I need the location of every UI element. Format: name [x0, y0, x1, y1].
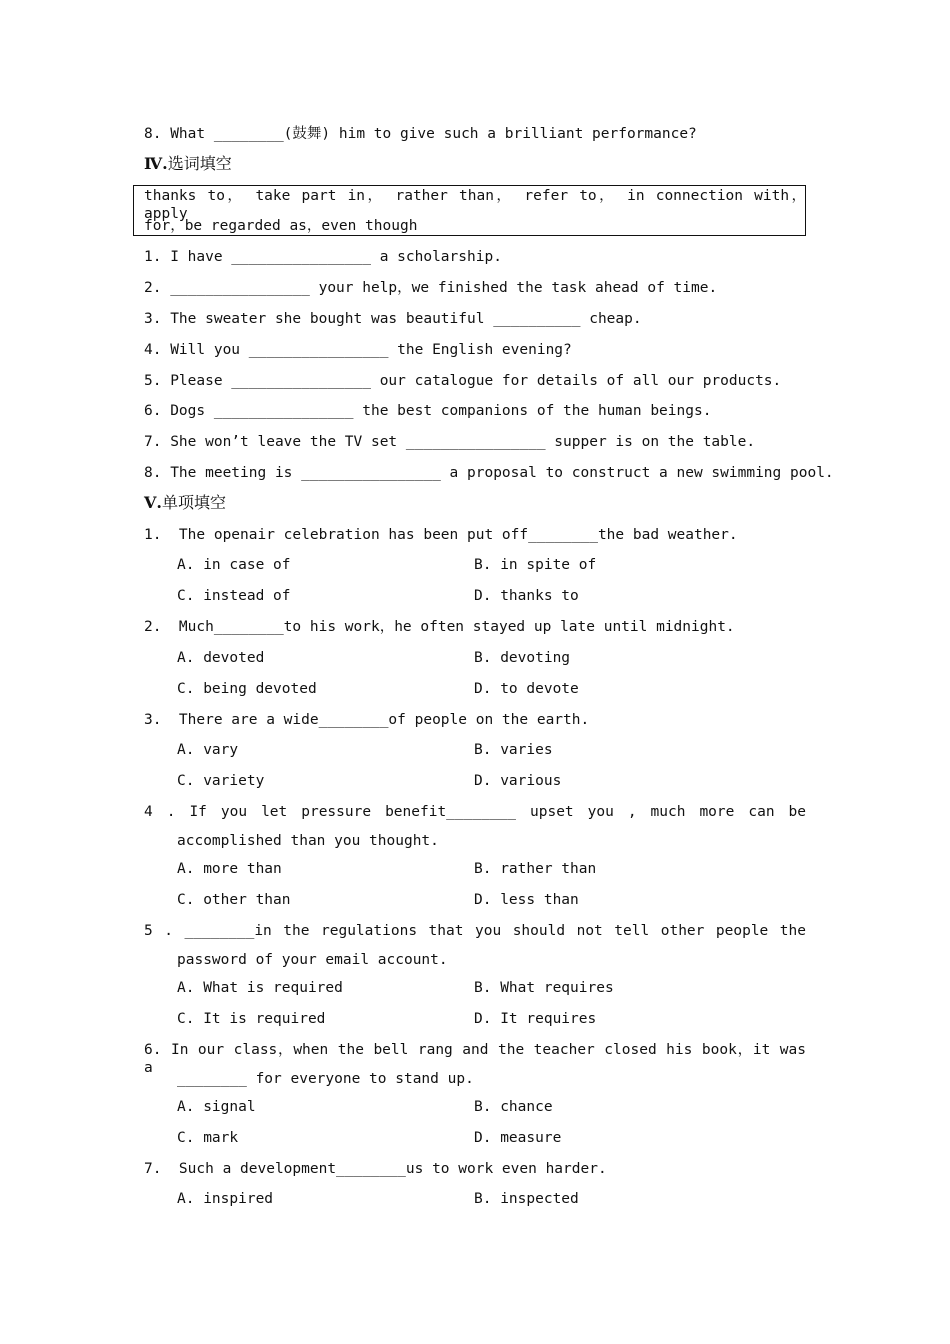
- section-5-title: 单项填空: [161, 493, 226, 512]
- part3-item8: 8. What ________(鼓舞) him to give such a brilliant performance?: [144, 126, 697, 142]
- q5-stem-line-1: 5 . ________in the regulations that you should not tell other people the: [144, 923, 806, 939]
- section-4-heading: [144, 154, 232, 174]
- section-5-roman: Ⅴ.: [144, 493, 162, 512]
- part4-item-1: 1. I have ________________ a scholarship.: [144, 249, 502, 265]
- q4-stem-line-2: accomplished than you thought.: [177, 833, 439, 849]
- section-4-title: 选词填空: [167, 154, 232, 173]
- q6-option-a: A. signal: [177, 1099, 256, 1115]
- q5-option-c: C. It is required: [177, 1011, 326, 1027]
- q2-option-b: B. devoting: [474, 650, 571, 666]
- part4-item-5: 5. Please ________________ our catalogue for details of all our products.: [144, 373, 782, 389]
- q6-option-b: B. chance: [474, 1099, 553, 1115]
- q5-stem-line-2: password of your email account.: [177, 952, 448, 968]
- q5-option-a: A. What is required: [177, 980, 343, 996]
- q3-option-d: D. various: [474, 773, 562, 789]
- q4-option-c: C. other than: [177, 892, 291, 908]
- q4-option-d: D. less than: [474, 892, 579, 908]
- q1-option-d: D. thanks to: [474, 588, 579, 604]
- q5-option-b: B. What requires: [474, 980, 614, 996]
- part4-item-3: 3. The sweater she bought was beautiful __________ cheap.: [144, 311, 642, 327]
- q3-option-b: B. varies: [474, 742, 553, 758]
- section-4-roman: Ⅳ.: [144, 154, 168, 173]
- q1-stem: 1. The openair celebration has been put off________the bad weather.: [144, 527, 738, 543]
- part4-item-4: 4. Will you ________________ the English evening?: [144, 342, 572, 358]
- q1-option-c: C. instead of: [177, 588, 291, 604]
- q6-stem-line-1: 6. In our class，when the bell rang and the teacher closed his book，it was a: [144, 1042, 806, 1076]
- q6-stem-line-2: ________ for everyone to stand up.: [177, 1071, 474, 1087]
- q2-option-a: A. devoted: [177, 650, 265, 666]
- q6-option-c: C. mark: [177, 1130, 239, 1146]
- q4-option-a: A. more than: [177, 861, 282, 877]
- q3-option-a: A. vary: [177, 742, 239, 758]
- q5-option-d: D. It requires: [474, 1011, 597, 1027]
- word-bank-line-2: for，be regarded as，even though: [144, 218, 418, 234]
- section-5-heading: [144, 493, 226, 513]
- q7-option-a: A. inspired: [177, 1191, 274, 1207]
- q4-stem-line-1: 4 . If you let pressure benefit________ upset you , much more can be: [144, 804, 806, 820]
- q6-option-d: D. measure: [474, 1130, 562, 1146]
- q1-option-b: B. in spite of: [474, 557, 597, 573]
- q2-option-d: D. to devote: [474, 681, 579, 697]
- q1-option-a: A. in case of: [177, 557, 291, 573]
- q7-option-b: B. inspected: [474, 1191, 579, 1207]
- q2-stem: 2. Much________to his work，he often stayed up late until midnight.: [144, 619, 735, 635]
- part4-item-7: 7. She won’t leave the TV set ________________ supper is on the table.: [144, 434, 756, 450]
- q7-stem: 7. Such a development________us to work even harder.: [144, 1161, 607, 1177]
- word-bank-line-1: thanks to， take part in， rather than， refer to， in connection with， apply: [144, 188, 806, 222]
- part4-item-2: 2. ________________ your help，we finished the task ahead of time.: [144, 280, 718, 296]
- part4-item-6: 6. Dogs ________________ the best companions of the human beings.: [144, 403, 712, 419]
- q4-option-b: B. rather than: [474, 861, 597, 877]
- part4-item-8: 8. The meeting is ________________ a proposal to construct a new swimming pool.: [144, 465, 834, 481]
- q3-option-c: C. variety: [177, 773, 265, 789]
- q2-option-c: C. being devoted: [177, 681, 317, 697]
- q3-stem: 3. There are a wide________of people on the earth.: [144, 712, 590, 728]
